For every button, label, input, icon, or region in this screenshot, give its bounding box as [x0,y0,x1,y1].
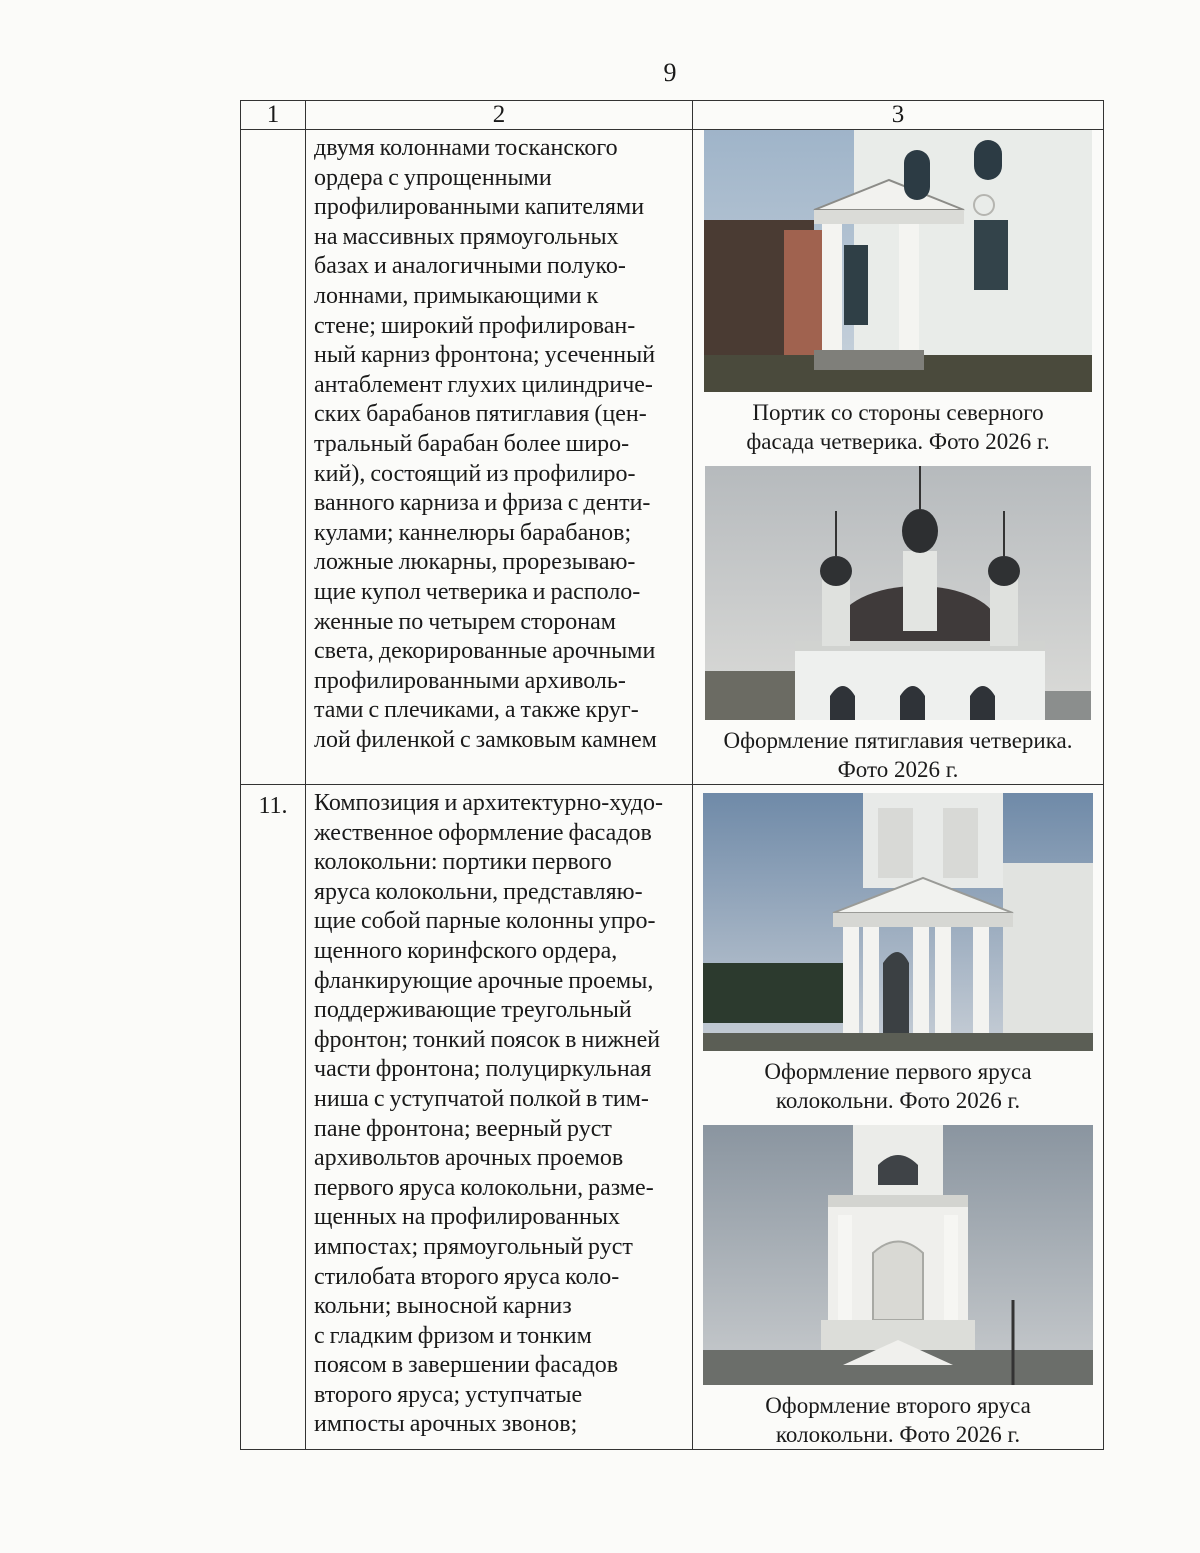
text-line: профилированными архиволь- [314,667,626,694]
caption-line: колокольни. Фото 2026 г. [775,1088,1021,1113]
header-cell-2: 2 [306,101,693,130]
caption-line: Оформление второго яруса [765,1393,1031,1418]
text-line: света, декорированные арочными [314,638,656,665]
table-row [241,130,1104,785]
text-line: ный карниз фронтона; усеченный [314,342,656,369]
row-description [306,785,693,1450]
header-cell-3: 3 [693,101,1104,130]
row-description [306,130,693,785]
text-line: лой филенкой с замковым камнем [314,726,657,753]
text-line: на массивных прямоугольных [314,223,619,250]
table-row [241,785,1104,1450]
text-line: импосты арочных звонов; [314,1411,578,1438]
text-line: щие собой парные колонны упро- [314,908,656,935]
text-line: кий), состоящий из профилиро- [314,460,636,487]
row-photos [693,785,1104,1450]
photo-five-domes [705,466,1091,720]
caption-line: колокольни. Фото 2026 г. [775,1422,1021,1447]
text-line: ванного карниза и фриза с денти- [314,490,651,517]
text-line: пане фронтона; веерный руст [314,1115,612,1142]
text-line: фланкирующие арочные проемы, [314,967,654,994]
photo-bell-tower-tier-1 [703,793,1093,1051]
text-line: ложные люкарны, прорезываю- [314,549,636,576]
photo-caption [693,1391,1103,1449]
text-line: первого яруса колокольни, разме- [314,1174,654,1201]
text-line: двумя колоннами тосканского [314,135,618,161]
table-header-row [241,101,1104,130]
page-number: 9 [663,58,677,87]
caption-line: Оформление пятиглавия четверика. [723,728,1073,753]
text-line: второго яруса; уступчатые [314,1381,583,1408]
text-line: щенного коринфского ордера, [314,937,618,964]
photo-portico [704,130,1092,392]
text-line: женные по четырем сторонам [314,608,616,635]
text-line: стилобата второго яруса коло- [314,1263,620,1290]
text-line: щенных на профилированных [314,1204,620,1231]
text-line: щие купол четверика и располо- [314,578,641,605]
text-line: с гладким фризом и тонким [314,1322,592,1349]
text-line: антаблемент глухих цилиндриче- [314,371,653,398]
text-line: кулами; каннелюры барабанов; [314,519,632,546]
row-photos [693,130,1104,785]
text-line: ордера с упрощенными [314,164,552,191]
text-line: жественное оформление фасадов [314,819,652,846]
text-line: базах и аналогичными полуко- [314,253,626,280]
photo-bell-tower-tier-2 [703,1125,1093,1385]
text-line: яруса колокольни, представляю- [314,878,643,905]
text-line: части фронтона; полуциркульная [314,1056,652,1083]
caption-line: Фото 2026 г. [837,757,959,782]
photo-caption [693,398,1103,456]
photo-caption [693,1057,1103,1115]
text-line: Композиция и архитектурно-худо- [314,790,664,816]
text-line: ниша с уступчатой полкой в тим- [314,1085,649,1112]
text-line: тральный барабан более широ- [314,430,630,457]
caption-line: Портик со стороны северного [752,400,1044,425]
text-line: тами с плечиками, а также круг- [314,697,639,724]
text-line: поясом в завершении фасадов [314,1352,619,1379]
row-number: 11. [241,785,306,1450]
monument-table [240,100,1104,1450]
caption-line: Оформление первого яруса [764,1059,1032,1084]
text-line: профилированными капителями [314,194,645,221]
text-line: фронтон; тонкий поясок в нижней [314,1026,661,1053]
text-line: стене; широкий профилирован- [314,312,636,339]
text-line: кольни; выносной карниз [314,1293,572,1320]
text-line: импостах; прямоугольный руст [314,1233,633,1260]
header-cell-1: 1 [241,101,306,130]
caption-line: фасада четверика. Фото 2026 г. [746,429,1050,454]
row-number [241,130,306,785]
text-line: поддерживающие треугольный [314,997,632,1024]
text-line: лоннами, примыкающими к [314,282,599,309]
text-line: колокольни: портики первого [314,849,612,876]
photo-caption [693,726,1103,784]
text-line: архивольтов арочных проемов [314,1145,624,1172]
text-line: ских барабанов пятиглавия (цен- [314,401,647,428]
